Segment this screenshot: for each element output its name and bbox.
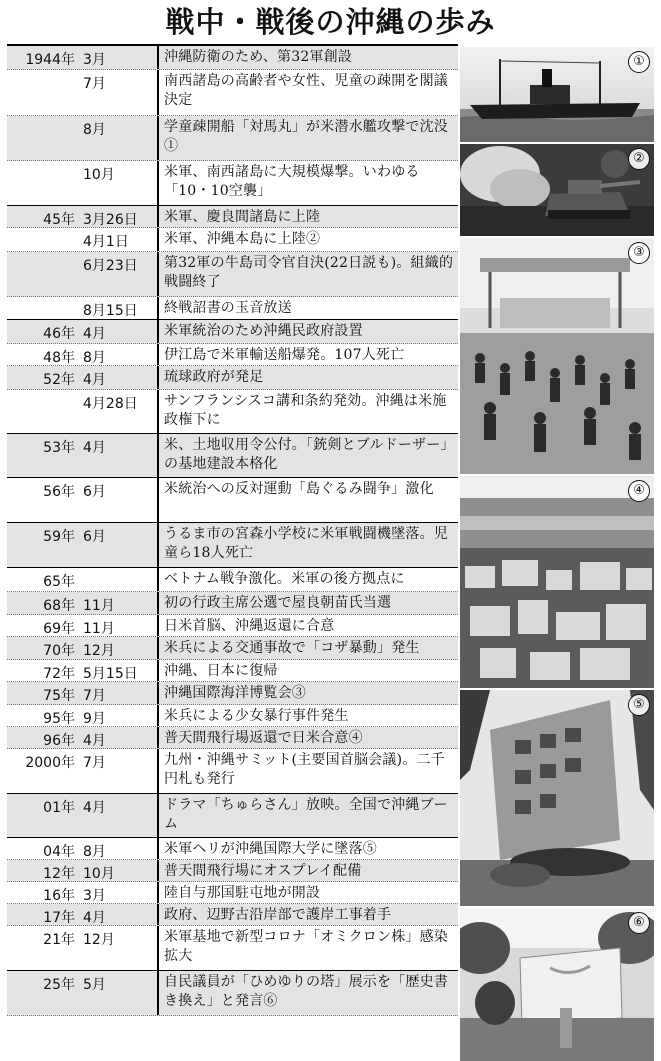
- row-month-day: 4月: [83, 910, 106, 926]
- column-divider: [157, 568, 159, 591]
- row-year: 46年: [43, 326, 75, 342]
- row-date: [7, 860, 157, 881]
- column-divider: [157, 46, 159, 69]
- row-date: [7, 749, 157, 793]
- row-event: ベトナム戦争激化。米軍の後方拠点に: [164, 571, 405, 587]
- monument-photo: [460, 908, 654, 1061]
- column-divider: [157, 70, 159, 115]
- column-divider: [157, 860, 159, 881]
- row-date: [7, 838, 157, 859]
- photo-number-label: ②: [628, 148, 650, 170]
- row-event: 伊江島で米軍輸送船爆発。107人死亡: [164, 347, 405, 363]
- row-month-day: 7月: [83, 76, 106, 92]
- timeline-row: [7, 971, 458, 1016]
- row-year: 70年: [43, 643, 75, 659]
- row-year: 45年: [43, 212, 75, 228]
- row-event: 米軍ヘリが沖縄国際大学に墜落⑤: [164, 841, 377, 857]
- timeline-row: [7, 592, 458, 615]
- timeline-row: [7, 660, 458, 682]
- row-month-day: 4月28日: [83, 396, 138, 412]
- photo-number-label: ①: [628, 51, 650, 73]
- column-divider: [157, 682, 159, 704]
- photo-number-label: ④: [628, 480, 650, 502]
- row-year: 96年: [43, 733, 75, 749]
- column-divider: [157, 660, 159, 681]
- row-date: [7, 70, 157, 115]
- timeline-row: [7, 252, 458, 297]
- column-divider: [157, 478, 159, 522]
- row-event: 沖縄防衛のため、第32軍創設: [164, 49, 353, 65]
- timeline-row: [7, 390, 458, 434]
- row-month-day: 4月: [83, 326, 106, 342]
- row-date: [7, 434, 157, 477]
- column-divider: [157, 637, 159, 659]
- row-month-day: 7月: [83, 688, 106, 704]
- row-month-day: 3月: [83, 52, 106, 68]
- column-divider: [157, 882, 159, 903]
- timeline-row: [7, 749, 458, 794]
- timeline-row: [7, 727, 458, 749]
- column-divider: [157, 838, 159, 859]
- row-year: 56年: [43, 484, 75, 500]
- row-month-day: 8月: [83, 350, 106, 366]
- row-date: [7, 904, 157, 925]
- row-event: 南西諸島の高齢者や女性、児童の疎開を閣議決定: [164, 73, 448, 108]
- row-event: 終戦詔書の玉音放送: [164, 300, 292, 316]
- row-year: 65年: [43, 574, 75, 590]
- row-date: [7, 568, 157, 591]
- row-date: [7, 682, 157, 704]
- row-month-day: 12月: [83, 932, 115, 948]
- row-date: [7, 116, 157, 160]
- photo-number-label: ⑤: [628, 694, 650, 716]
- row-date: [7, 478, 157, 522]
- crash-site-photo: [460, 690, 654, 906]
- row-month-day: 7月: [83, 755, 106, 771]
- row-date: [7, 344, 157, 365]
- row-date: [7, 46, 157, 69]
- row-date: [7, 882, 157, 903]
- timeline-row: [7, 206, 458, 228]
- row-year: 59年: [43, 529, 75, 545]
- column-divider: [157, 727, 159, 748]
- row-month-day: 6月23日: [83, 258, 138, 274]
- tank-photo: [460, 144, 654, 236]
- column-divider: [157, 592, 159, 614]
- column-divider: [157, 434, 159, 477]
- row-month-day: 4月1日: [83, 234, 129, 250]
- column-divider: [157, 297, 159, 319]
- row-month-day: 10月: [83, 167, 115, 183]
- photo-column: [460, 44, 654, 1015]
- row-month-day: 9月: [83, 711, 106, 727]
- row-date: [7, 252, 157, 296]
- row-date: [7, 297, 157, 319]
- row-date: [7, 794, 157, 837]
- row-date: [7, 926, 157, 970]
- row-month-day: 12月: [83, 643, 115, 659]
- timeline-row: [7, 161, 458, 206]
- row-event: 普天間飛行場にオスプレイ配備: [164, 863, 362, 879]
- row-event: 日米首脳、沖縄返還に合意: [164, 618, 335, 634]
- timeline-row: [7, 682, 458, 705]
- row-month-day: 3月: [83, 888, 106, 904]
- row-date: [7, 592, 157, 614]
- column-divider: [157, 523, 159, 567]
- timeline-row: [7, 116, 458, 161]
- expo-crowd-photo: [460, 238, 654, 474]
- column-divider: [157, 904, 159, 925]
- row-year: 01年: [43, 800, 75, 816]
- row-event: 米軍統治のため沖縄民政府設置: [164, 323, 363, 339]
- row-date: [7, 971, 157, 1015]
- column-divider: [157, 705, 159, 726]
- timeline-row: [7, 434, 458, 478]
- row-year: 04年: [43, 844, 75, 860]
- timeline-row: [7, 523, 458, 568]
- row-event: 米軍基地で新型コロナ「オミクロン株」感染拡大: [164, 929, 448, 964]
- row-event: ドラマ「ちゅらさん」放映。全国で沖縄ブーム: [164, 797, 448, 832]
- column-divider: [157, 161, 159, 205]
- row-event: 米軍、沖縄本島に上陸②: [164, 231, 321, 247]
- row-month-day: 3月26日: [83, 212, 138, 228]
- timeline-row: [7, 794, 458, 838]
- row-year: 2000年: [25, 755, 75, 771]
- row-year: 25年: [43, 977, 75, 993]
- row-month-day: 4月: [83, 800, 106, 816]
- row-year: 68年: [43, 598, 75, 614]
- column-divider: [157, 206, 159, 227]
- row-month-day: 4月: [83, 733, 106, 749]
- timeline-row: [7, 838, 458, 860]
- row-year: 17年: [43, 910, 75, 926]
- column-divider: [157, 344, 159, 365]
- row-year: 21年: [43, 932, 75, 948]
- row-month-day: 4月: [83, 440, 106, 456]
- timeline-row: [7, 882, 458, 904]
- ship-photo: [460, 47, 654, 142]
- timeline-row: [7, 568, 458, 592]
- row-month-day: 6月: [83, 484, 106, 500]
- timeline-row: [7, 297, 458, 320]
- timeline-row: [7, 70, 458, 116]
- row-month-day: 11月: [83, 621, 115, 637]
- row-date: [7, 161, 157, 205]
- row-month-day: 8月: [83, 122, 106, 138]
- row-event: サンフランシスコ講和条約発効。沖縄は米施政権下に: [164, 393, 447, 428]
- column-divider: [157, 971, 159, 1015]
- row-month-day: 5月15日: [83, 666, 138, 682]
- row-date: [7, 366, 157, 389]
- row-year: 95年: [43, 711, 75, 727]
- row-event: うるま市の宮森小学校に米軍戦闘機墜落。児童ら18人死亡: [164, 526, 448, 561]
- row-event: 自民議員が「ひめゆりの塔」展示を「歴史書き換え」と発言⑥: [164, 974, 448, 1009]
- column-divider: [157, 615, 159, 636]
- row-date: [7, 390, 157, 433]
- row-year: 53年: [43, 440, 75, 456]
- timeline-row: [7, 344, 458, 366]
- row-event: 米軍、南西諸島に大規模爆撃。いわゆる「10・10空襲」: [164, 164, 420, 199]
- row-date: [7, 228, 157, 251]
- row-month-day: 5月: [83, 977, 106, 993]
- row-event: 九州・沖縄サミット(主要国首脳会議)。二千円札も発行: [164, 752, 445, 787]
- row-event: 米軍、慶良間諸島に上陸: [164, 209, 321, 225]
- row-event: 米兵による少女暴行事件発生: [164, 708, 349, 724]
- row-event: 政府、辺野古沿岸部で護岸工事着手: [164, 907, 392, 923]
- row-event: 陸自与那国駐屯地が開設: [164, 885, 321, 901]
- row-event: 琉球政府が発足: [164, 369, 264, 385]
- row-month-day: 8月: [83, 844, 106, 860]
- timeline-row: [7, 46, 458, 70]
- row-event: 米統治への反対運動「島ぐるみ闘争」激化: [164, 481, 434, 497]
- row-event: 沖縄、日本に復帰: [164, 663, 278, 679]
- timeline-row: [7, 705, 458, 727]
- row-date: [7, 320, 157, 343]
- timeline-row: [7, 860, 458, 882]
- row-event: 第32軍の牛島司令官自決(22日説も)。組織的戦闘終了: [164, 255, 454, 290]
- row-event: 初の行政主席公選で屋良朝苗氏当選: [164, 595, 392, 611]
- column-divider: [157, 926, 159, 970]
- row-date: [7, 705, 157, 726]
- timeline-row: [7, 615, 458, 637]
- timeline-row: [7, 904, 458, 926]
- timeline-row: [7, 637, 458, 660]
- column-divider: [157, 366, 159, 389]
- row-date: [7, 206, 157, 227]
- row-event: 学童疎開船「対馬丸」が米潜水艦攻撃で沈没①: [164, 119, 448, 154]
- timeline-table: [7, 44, 458, 1015]
- column-divider: [157, 794, 159, 837]
- column-divider: [157, 228, 159, 251]
- row-date: [7, 637, 157, 659]
- row-year: 52年: [43, 372, 75, 388]
- row-year: 69年: [43, 621, 75, 637]
- row-event: 米兵による交通事故で「コザ暴動」発生: [164, 640, 420, 656]
- row-date: [7, 660, 157, 681]
- column-divider: [157, 749, 159, 793]
- row-year: 72年: [43, 666, 75, 682]
- row-month-day: 4月: [83, 372, 106, 388]
- row-year: 75年: [43, 688, 75, 704]
- photo-number-label: ⑥: [628, 912, 650, 934]
- row-year: 16年: [43, 888, 75, 904]
- row-year: 1944年: [25, 52, 75, 68]
- row-month-day: 8月15日: [83, 303, 138, 319]
- column-divider: [157, 252, 159, 296]
- row-month-day: 11月: [83, 598, 115, 614]
- row-year: 48年: [43, 350, 75, 366]
- row-event: 米、土地収用令公付。「銃剣とブルドーザー」の基地建設本格化: [164, 437, 448, 472]
- row-year: 12年: [43, 866, 75, 882]
- column-divider: [157, 390, 159, 433]
- timeline-row: [7, 478, 458, 523]
- page-title: 戦中・戦後の沖縄の歩み: [165, 5, 496, 39]
- timeline-row: [7, 320, 458, 344]
- airfield-town-photo: [460, 476, 654, 688]
- row-date: [7, 727, 157, 748]
- row-date: [7, 615, 157, 636]
- column-divider: [157, 116, 159, 160]
- timeline-row: [7, 366, 458, 390]
- row-month-day: 6月: [83, 529, 106, 545]
- column-divider: [157, 320, 159, 343]
- row-month-day: 10月: [83, 866, 115, 882]
- timeline-row: [7, 926, 458, 971]
- photo-number-label: ③: [628, 242, 650, 264]
- row-event: 普天間飛行場返還で日米合意④: [164, 730, 363, 746]
- row-event: 沖縄国際海洋博覧会③: [164, 685, 306, 701]
- timeline-row: [7, 228, 458, 252]
- row-date: [7, 523, 157, 567]
